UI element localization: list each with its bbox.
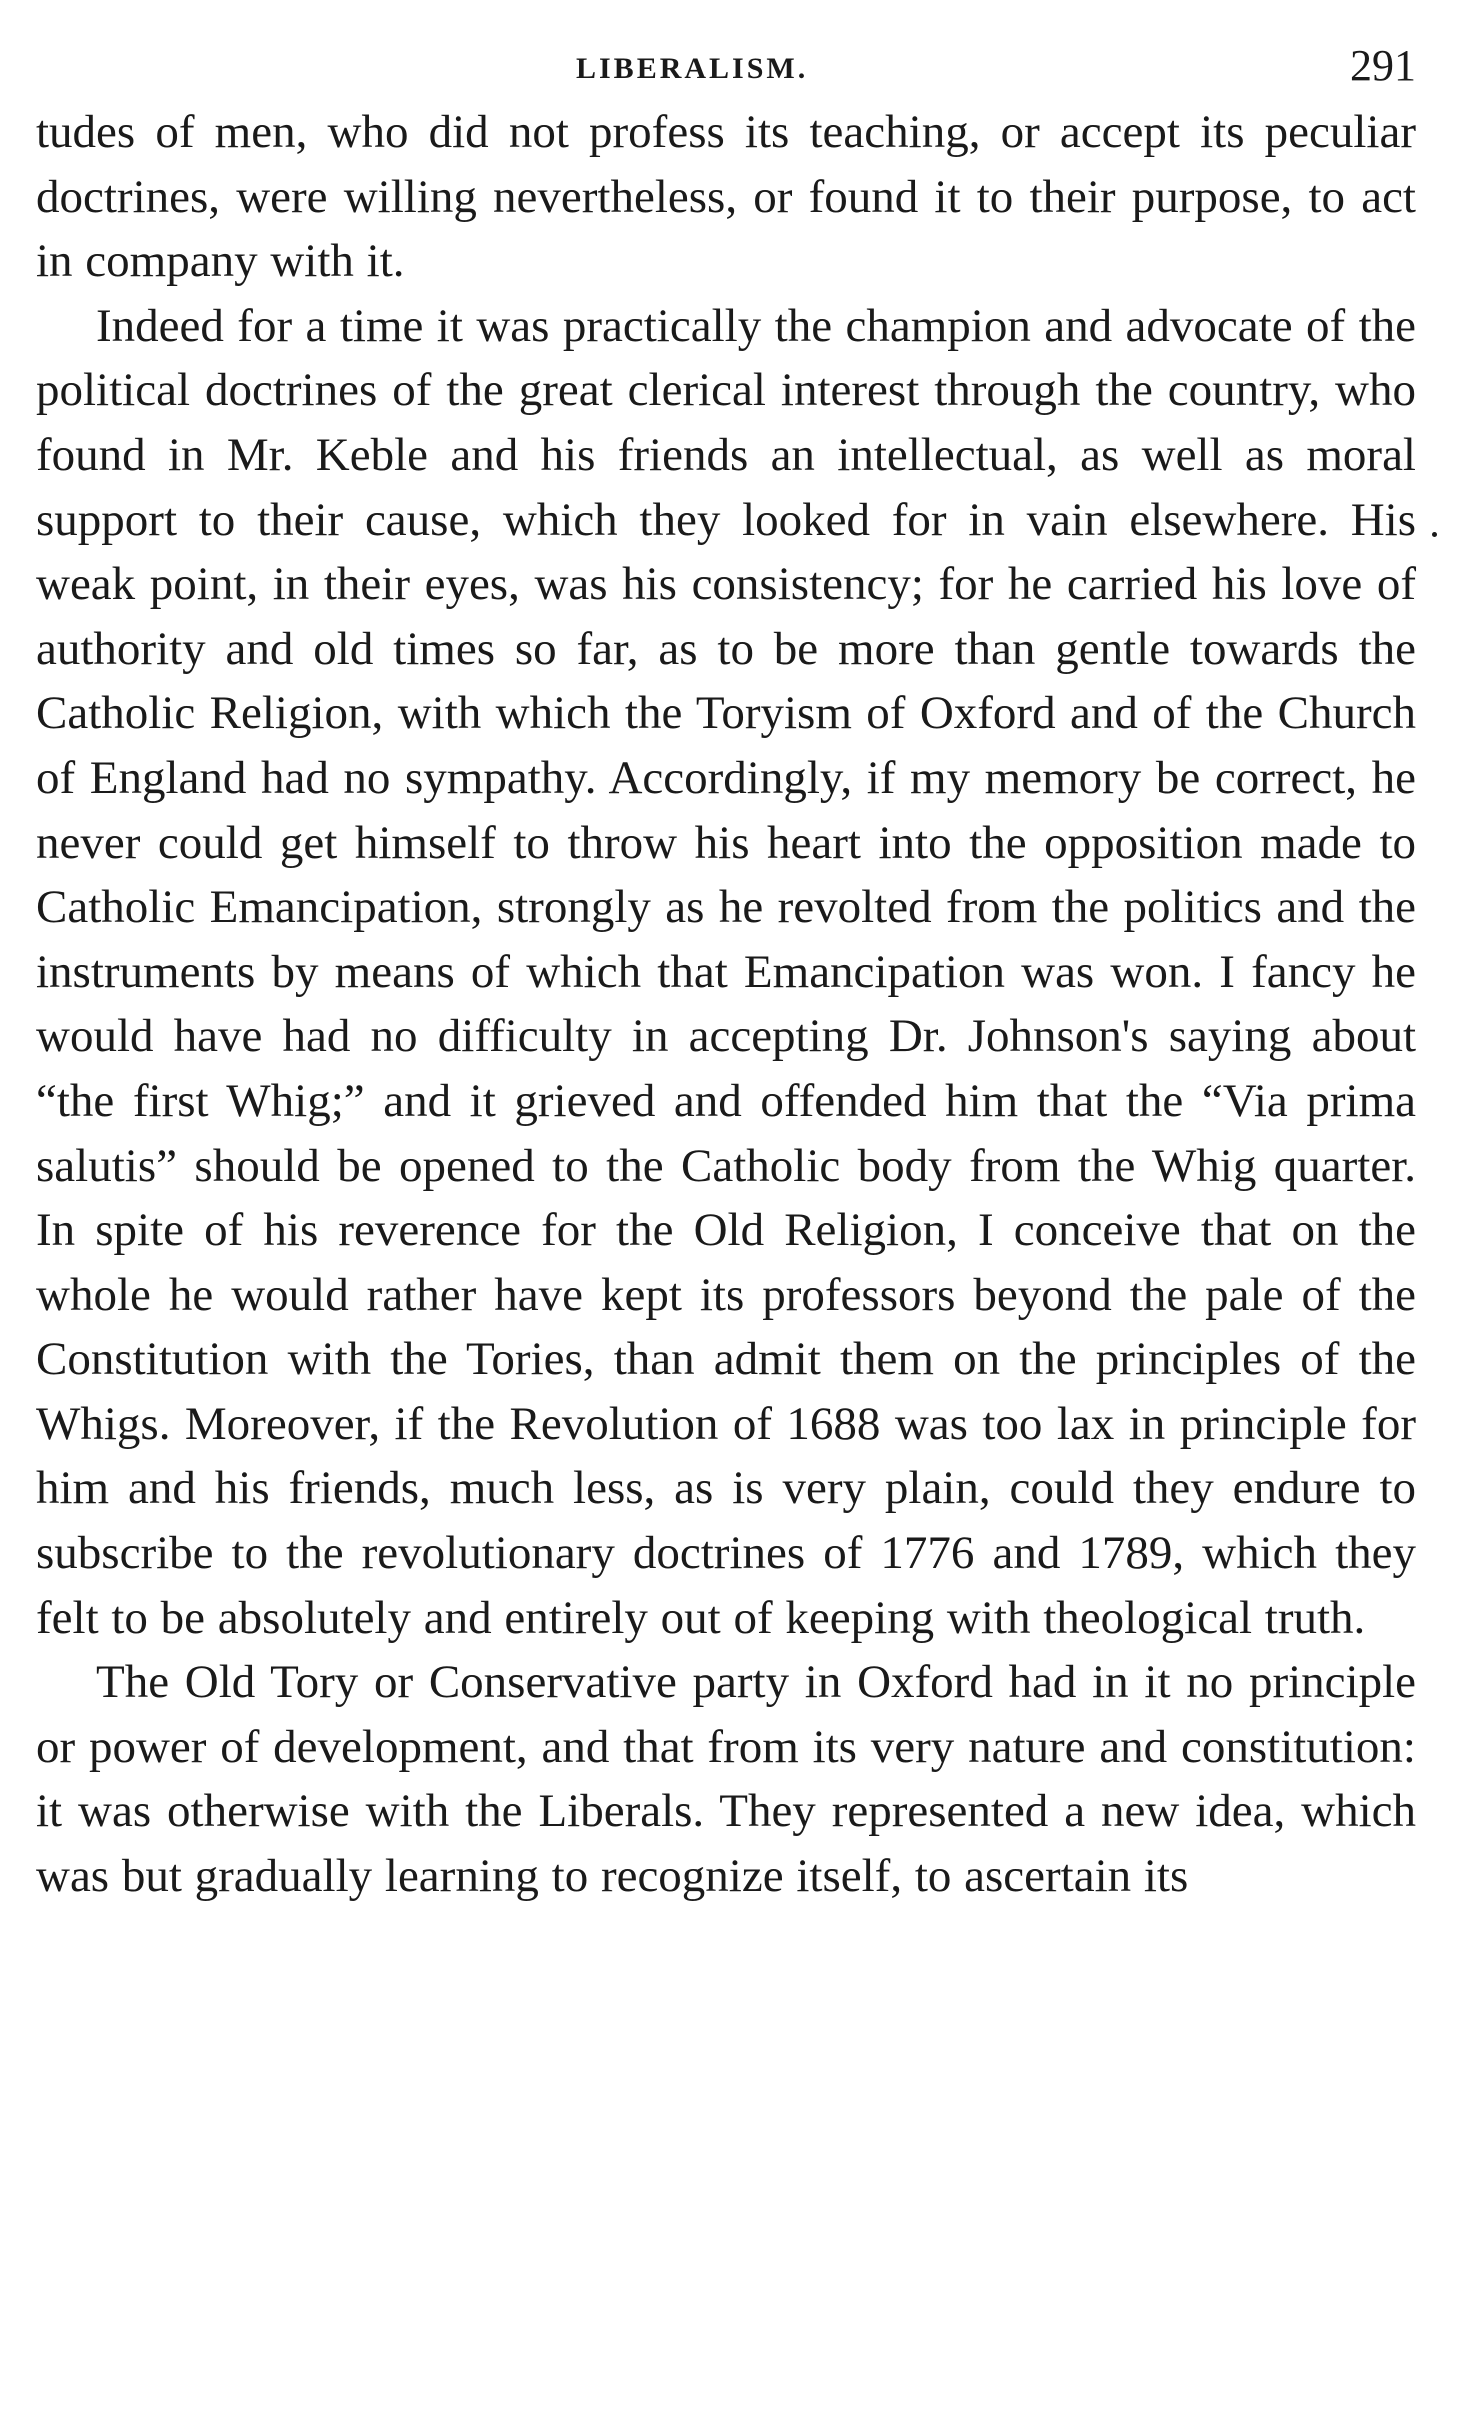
running-head [36, 30, 1416, 100]
paragraph-old-tory: The Old Tory or Conservative party in Oxford had in it no principle or power of development, and that from its very nature and constitution: it was otherwise with the Liberals. They represented a new idea, which was but gradually learning to recognize itself, to ascertain its [36, 1656, 1416, 1903]
paragraph-continued: tudes of men, who did not profess its teaching, or accept its peculiar doctrines, were willing nevertheless, or found it to their purpose, to act in company with it. [36, 106, 1416, 288]
page-number: 291 [1350, 41, 1416, 90]
running-title: LIBERALISM. [576, 52, 809, 85]
print-speck [1432, 532, 1437, 537]
paragraph-keble: Indeed for a time it was practically the champion and advocate of the political doctrines of the great clerical interest through the country, who found in Mr. Keble and his friends an intellectual, as well as moral support to their cause, which they looked for in vain elsewhere. His weak point, in their eyes, was his consistency; for he carried his love of authority and old times so far, as to be more than gentle towards the Catholic Religion, with which the Toryism of Oxford and of the Church of England had no sympathy. Accordingly, if my memory be correct, he never could get himself to throw his heart into the opposition made to Catholic Emancipation, strongly as he revolted from the politics and the instruments by means of which that Emancipation was won. I fancy he would have had no difficulty in accepting Dr. Johnson's saying about “the first Whig;” and it grieved and offended him that the “Via prima salutis” should be opened to the Catholic body from the Whig quarter. In spite of his reverence for the Old Religion, I conceive that on the whole he would rather have kept its professors beyond the pale of the Constitution with the Tories, than admit them on the principles of the Whigs. Moreover, if the Revolution of 1688 was too lax in principle for him and his friends, much less, as is very plain, could they endure to subscribe to the revolutionary doctrines of 1776 and 1789, which they felt to be absolutely and entirely out of keeping with theological truth. [36, 299, 1416, 1644]
book-page [36, 30, 1416, 1909]
